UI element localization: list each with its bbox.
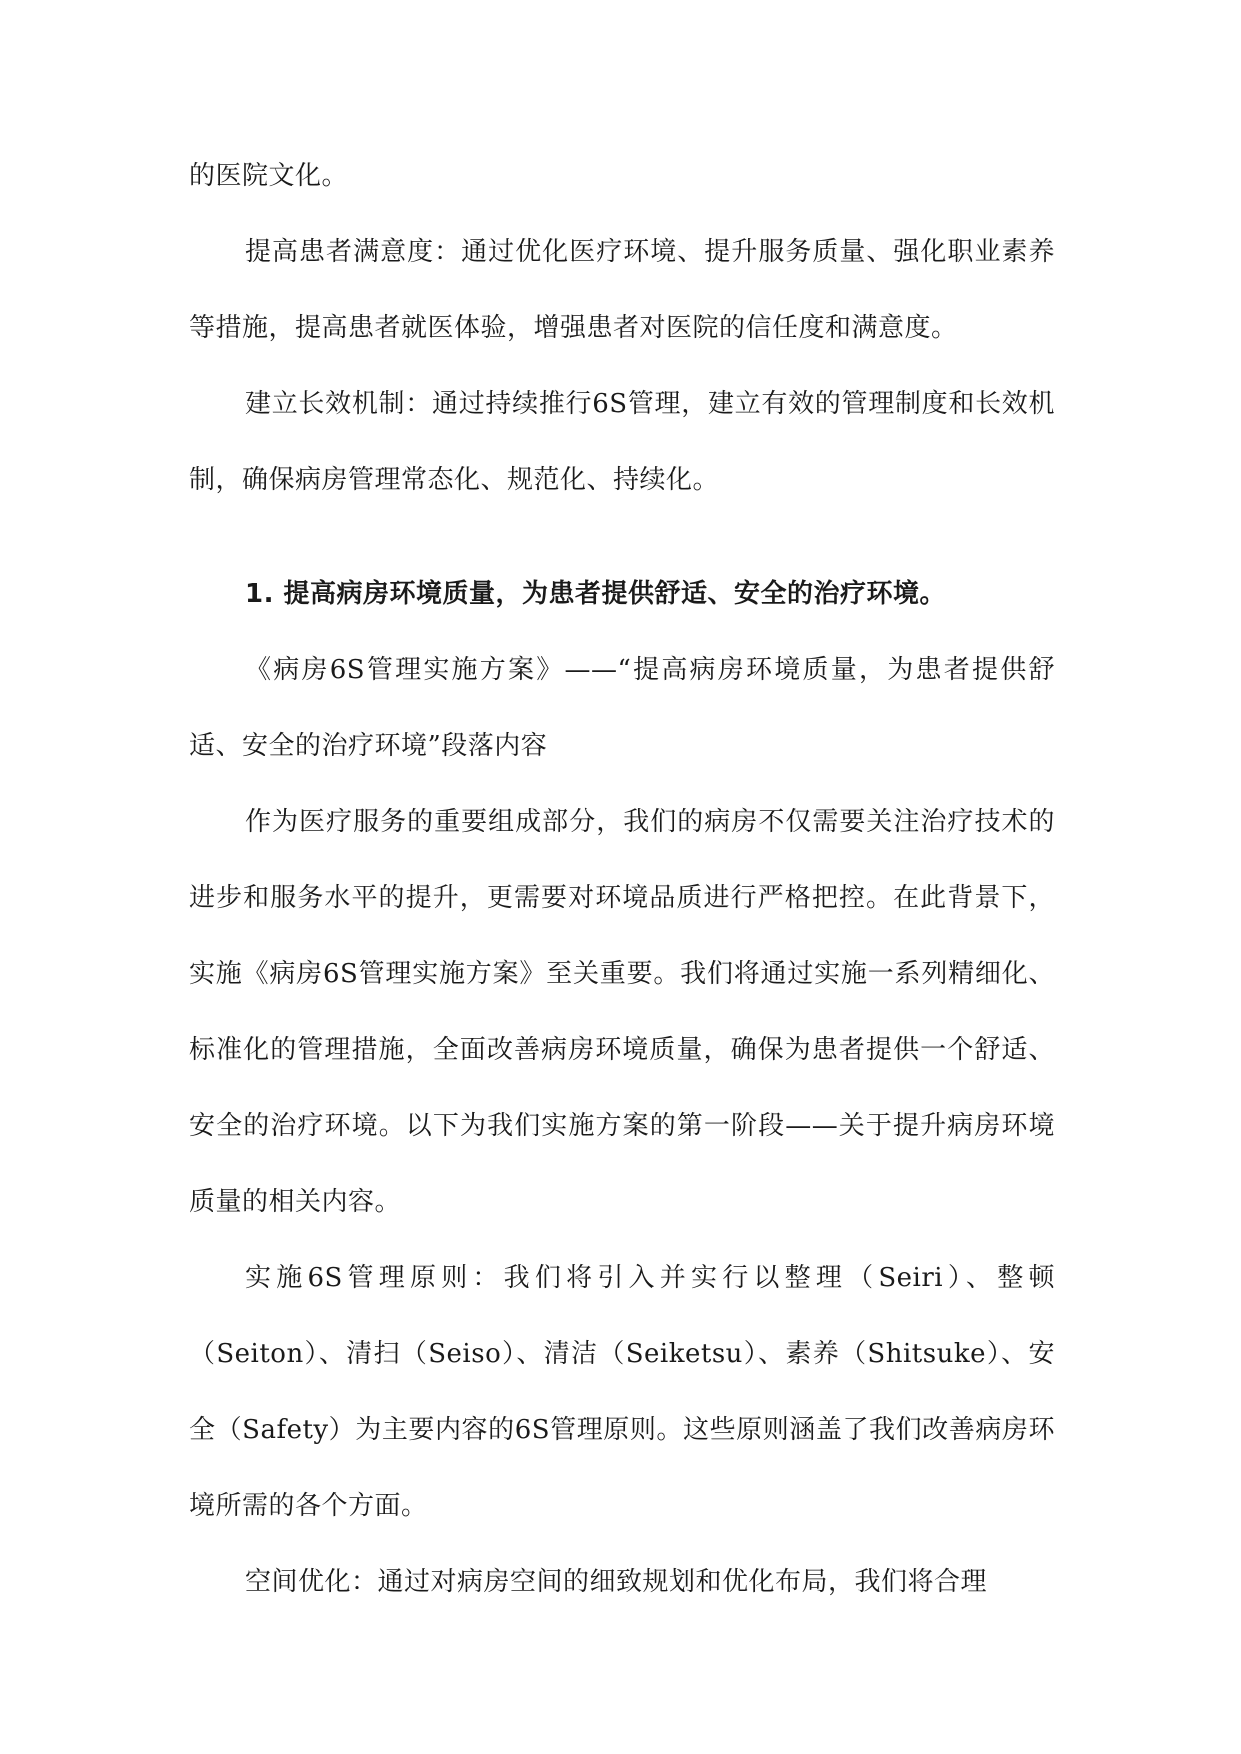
paragraph-background: 作为医疗服务的重要组成部分，我们的病房不仅需要关注治疗技术的进步和服务水平的提升，更需要对环境品质进行严格把控。在此背景下，实施《病房6S管理实施方案》至关重要。我们将通过实施一系列精细化、标准化的管理措施，全面改善病房环境质量，确保为患者提供一个舒适、安全的治疗环境。以下为我们实施方案的第一阶段——关于提升病房环境质量的相关内容。 [189,807,1055,1217]
paragraph-6s-principles: 实施6S管理原则：我们将引入并实行以整理（Seiri）、整顿（Seiton）、清扫（Seiso）、清洁（Seiketsu）、素养（Shitsuke）、安全（Safety）为主要内容的6S管理原则。这些原则涵盖了我们改善病房环境所需的各个方面。 [189,1263,1055,1521]
section-heading: 1. 提高病房环境质量，为患者提供舒适、安全的治疗环境。 [245,579,947,609]
paragraph-continuation: 的医院文化。 [189,161,349,191]
paragraph-section-intro: 《病房6S管理实施方案》——“提高病房环境质量，为患者提供舒适、安全的治疗环境”段落内容 [189,655,1055,761]
document-body [189,138,1055,1620]
paragraph-patient-satisfaction: 提高患者满意度：通过优化医疗环境、提升服务质量、强化职业素养等措施，提高患者就医体验，增强患者对医院的信任度和满意度。 [189,237,1055,343]
paragraph-space-optimization: 空间优化：通过对病房空间的细致规划和优化布局，我们将合理 [245,1567,988,1597]
paragraph-long-term-mechanism: 建立长效机制：通过持续推行6S管理，建立有效的管理制度和长效机制，确保病房管理常态化、规范化、持续化。 [189,389,1055,495]
